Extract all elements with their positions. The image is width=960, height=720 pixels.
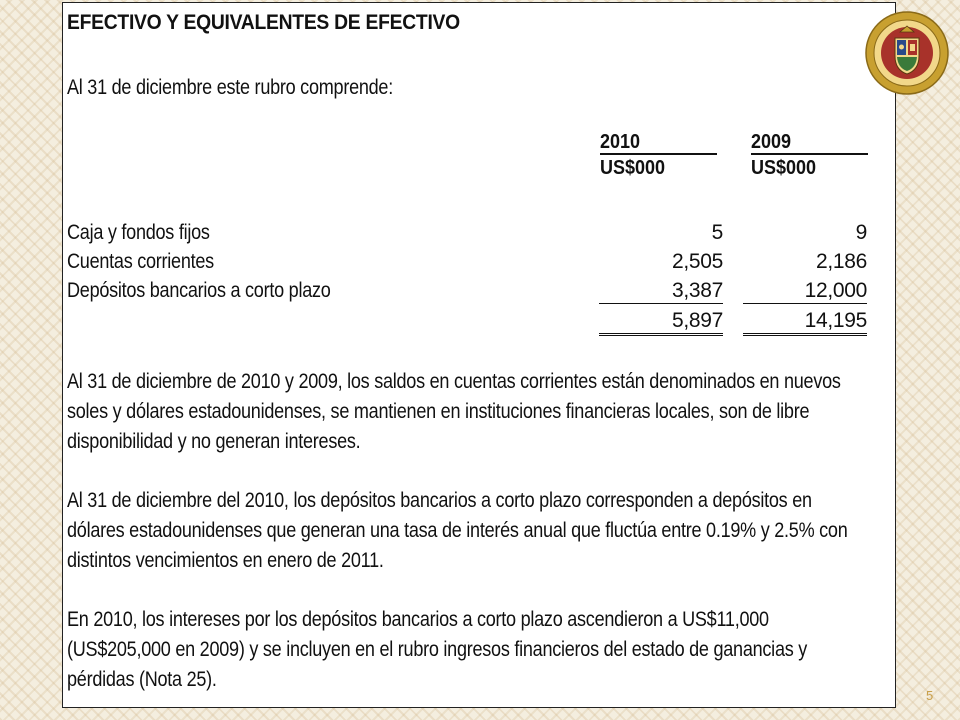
value-2010-caja: 5: [711, 221, 723, 244]
paragraph-2-line-2: dólares estadounidenses que generan una tasa de interés anual que fluctúa entre 0.19% y 2.5% con: [67, 519, 848, 542]
value-2009-depositos: 12,000: [743, 279, 867, 304]
value-2010-cuentas: 2,505: [671, 250, 723, 273]
value-2009-cuentas: 2,186: [815, 250, 867, 273]
value-2010-depositos: 3,387: [599, 279, 723, 304]
paragraph-1-line-2: soles y dólares estadounidenses, se mantienen en instituciones financieras locales, son de libre: [67, 400, 810, 423]
row-label-depositos: Depósitos bancarios a corto plazo: [67, 279, 331, 302]
total-2010: 5,897: [599, 309, 723, 336]
page-number: 5: [926, 688, 934, 703]
row-label-cuentas: Cuentas corrientes: [67, 250, 214, 273]
value-2009-caja: 9: [855, 221, 867, 244]
intro-text: Al 31 de diciembre este rubro comprende:: [67, 76, 393, 99]
column-header-2009: 2009 US$000: [751, 131, 868, 181]
paragraph-1-line-1: Al 31 de diciembre de 2010 y 2009, los saldos en cuentas corrientes están denominados en nuevos: [67, 370, 841, 393]
total-2009: 14,195: [743, 309, 867, 336]
document-scan: [62, 2, 896, 708]
paragraph-2-line-3: distintos vencimientos en enero de 2011.: [67, 549, 384, 572]
paragraph-3-line-3: pérdidas (Nota 25).: [67, 668, 217, 691]
paragraph-2-line-1: Al 31 de diciembre del 2010, los depósitos bancarios a corto plazo corresponden a depósitos en: [67, 489, 812, 512]
column-header-2010: 2010 US$000: [600, 131, 717, 181]
paragraph-3-line-2: (US$205,000 en 2009) y se incluyen en el rubro ingresos financieros del estado de ganancias y: [67, 638, 808, 661]
paragraph-3-line-1: En 2010, los intereses por los depósitos bancarios a corto plazo ascendieron a US$11,000: [67, 608, 769, 631]
university-seal-icon: [864, 10, 950, 96]
document-title: EFECTIVO Y EQUIVALENTES DE EFECTIVO: [67, 11, 460, 34]
row-label-caja: Caja y fondos fijos: [67, 221, 210, 244]
paragraph-1-line-3: disponibilidad y no generan intereses.: [67, 430, 361, 453]
